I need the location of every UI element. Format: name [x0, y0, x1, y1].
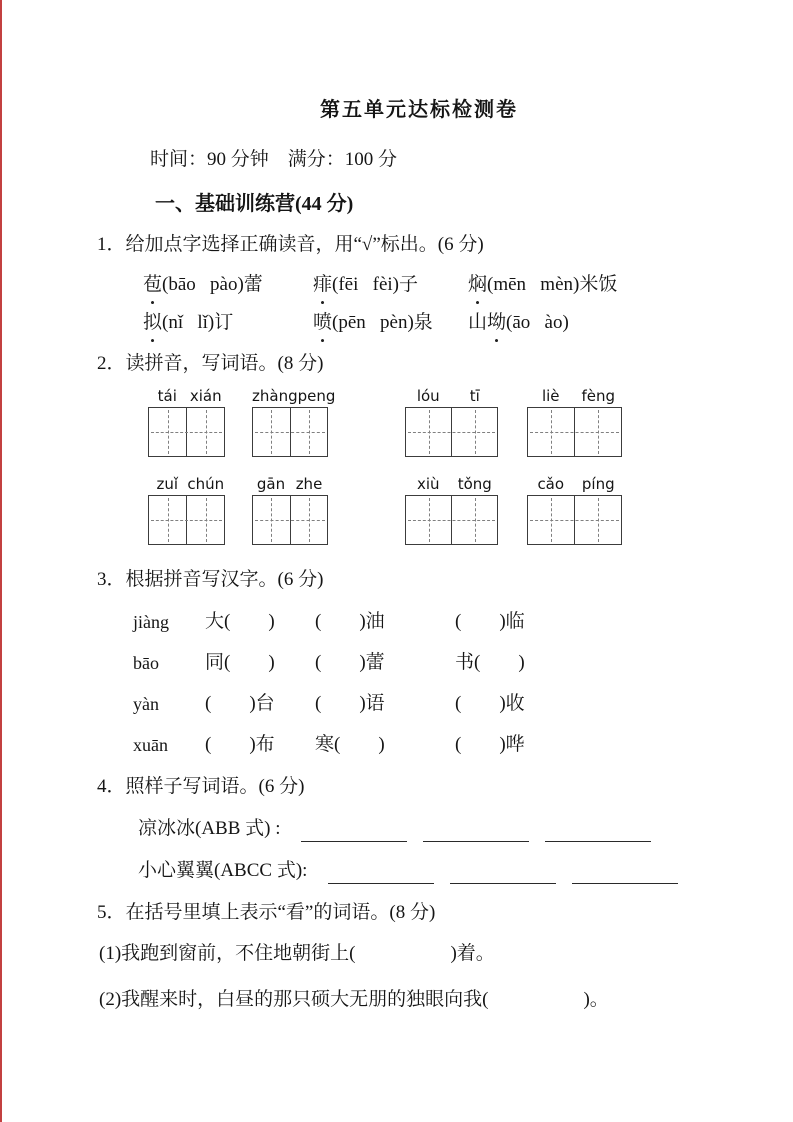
q1-stem: 1．给加点字选择正确读音，用“√”标出。(6 分) [97, 234, 484, 255]
answer-blank[interactable] [423, 821, 529, 842]
q5-item[interactable]: (1)我跑到窗前，不住地朝街上( )着。 [99, 943, 495, 964]
pinyin-label: fèng [581, 387, 616, 405]
writing-grid[interactable] [405, 495, 498, 545]
writing-grid[interactable] [148, 495, 225, 545]
q4-line [138, 858, 793, 884]
writing-cell[interactable] [406, 408, 451, 456]
pinyin-grid-unit [527, 385, 622, 457]
pinyin-label-pair [527, 473, 622, 495]
pinyin-label: lóu [416, 387, 440, 405]
dotted-char: 坳 [487, 312, 507, 333]
writing-cell[interactable] [149, 496, 186, 544]
writing-cell[interactable] [290, 496, 328, 544]
pinyin-label-pair [148, 385, 225, 407]
pinyin-label-pair [148, 473, 225, 495]
pinyin-label: zuǐ [156, 475, 179, 493]
pinyin-label: tái [157, 387, 177, 405]
page-title: 第五单元达标检测卷 [320, 99, 518, 121]
q3-stem: 3．根据拼音写汉字。(6 分) [97, 569, 324, 590]
dotted-char: 痱 [313, 274, 333, 295]
q5-item[interactable]: (2)我醒来时，白昼的那只硕大无朋的独眼向我( )。 [99, 989, 609, 1010]
pinyin-label: gān [256, 475, 286, 493]
pinyin-label: peng [297, 387, 336, 405]
writing-cell[interactable] [253, 408, 290, 456]
pinyin-grid-row [148, 385, 793, 457]
pinyin-label: zhe [295, 475, 323, 493]
writing-grid[interactable] [252, 407, 328, 457]
q3-item[interactable]: ( )布 [205, 734, 275, 755]
q1-row [143, 308, 793, 338]
writing-cell[interactable] [574, 496, 621, 544]
dotted-char: 苞 [143, 274, 163, 295]
pinyin-label-pair [252, 473, 328, 495]
pinyin-grid-unit [252, 385, 336, 457]
answer-blank[interactable] [545, 821, 651, 842]
q3-pinyin: yàn [133, 694, 159, 714]
q3-row [133, 609, 793, 635]
answer-blank[interactable] [572, 863, 678, 884]
answer-blank[interactable] [328, 863, 434, 884]
q1-word[interactable]: 喷(pēn pèn)泉 [313, 308, 468, 338]
pinyin-grid-unit [405, 473, 498, 545]
pinyin-label: liè [541, 387, 560, 405]
q4-label: 小心翼翼(ABCC 式): [138, 860, 313, 881]
pinyin-grid-unit [148, 473, 225, 545]
q3-item[interactable]: ( )收 [455, 693, 525, 714]
writing-cell[interactable] [451, 496, 497, 544]
answer-blank[interactable] [301, 821, 407, 842]
q3-item[interactable]: 书( ) [455, 652, 525, 673]
answer-blank[interactable] [450, 863, 556, 884]
pinyin-label: tī [469, 387, 480, 405]
page-edge-line [0, 0, 2, 1122]
pinyin-label: píng [581, 475, 615, 493]
writing-cell[interactable] [574, 408, 621, 456]
q4-label: 凉冰冰(ABB 式) : [138, 818, 286, 839]
pinyin-grid-unit [527, 473, 622, 545]
pinyin-label: tǒng [457, 475, 492, 493]
writing-cell[interactable] [186, 408, 224, 456]
q1-row [143, 270, 793, 300]
dotted-char: 焖 [468, 274, 488, 295]
q3-pinyin: jiàng [133, 612, 169, 632]
q3-item[interactable]: ( )台 [205, 693, 275, 714]
q4-line [138, 816, 793, 842]
q3-row [133, 732, 793, 758]
q3-row [133, 691, 793, 717]
q4-stem: 4．照样子写词语。(6 分) [97, 776, 305, 797]
pinyin-label-pair [405, 473, 498, 495]
pinyin-label: cǎo [537, 475, 565, 493]
pinyin-label: xián [189, 387, 222, 405]
writing-cell[interactable] [406, 496, 451, 544]
dotted-char: 拟 [143, 312, 163, 333]
writing-cell[interactable] [528, 408, 574, 456]
dotted-char: 喷 [313, 312, 333, 333]
pinyin-grid-unit [405, 385, 498, 457]
writing-grid[interactable] [405, 407, 498, 457]
writing-cell[interactable] [528, 496, 574, 544]
writing-grid[interactable] [148, 407, 225, 457]
q1-word[interactable]: 拟(nǐ lǐ)订 [143, 308, 313, 338]
q3-pinyin: xuān [133, 735, 168, 755]
pinyin-grid-unit [252, 473, 328, 545]
pinyin-grid-unit [148, 385, 225, 457]
q3-item[interactable]: ( )语 [315, 693, 385, 714]
pinyin-label: xiù [416, 475, 440, 493]
pinyin-label-pair [252, 385, 336, 407]
exam-meta: 时间：90 分钟 满分：100 分 [150, 149, 398, 170]
q3-pinyin: bāo [133, 653, 159, 673]
section-heading: 一、基础训练营(44 分) [155, 193, 354, 215]
q1-word[interactable]: 痱(fēi fèi)子 [313, 270, 468, 300]
writing-grid[interactable] [527, 407, 622, 457]
writing-cell[interactable] [253, 496, 290, 544]
q1-word[interactable]: 焖(mēn mèn)米饭 [468, 270, 617, 300]
writing-cell[interactable] [149, 408, 186, 456]
pinyin-label: chún [187, 475, 225, 493]
writing-cell[interactable] [290, 408, 328, 456]
q3-item[interactable]: 大( ) [205, 611, 275, 632]
q3-item[interactable]: 寒( ) [315, 734, 385, 755]
pinyin-label-pair [405, 385, 498, 407]
pinyin-grid-row [148, 473, 793, 545]
q2-block [148, 385, 793, 545]
q3-item[interactable]: ( )油 [315, 611, 385, 632]
q1-word[interactable]: 苞(bāo pào)蕾 [143, 270, 313, 300]
q1-word[interactable]: 山坳(āo ào) [468, 308, 569, 338]
q3-item[interactable]: ( )哗 [455, 734, 525, 755]
q5-stem: 5．在括号里填上表示“看”的词语。(8 分) [97, 902, 436, 923]
q2-stem: 2．读拼音，写词语。(8 分) [97, 353, 324, 374]
writing-cell[interactable] [451, 408, 497, 456]
writing-cell[interactable] [186, 496, 224, 544]
q3-row [133, 650, 793, 676]
q3-item[interactable]: ( )临 [455, 611, 525, 632]
q3-item[interactable]: ( )蕾 [315, 652, 385, 673]
writing-grid[interactable] [527, 495, 622, 545]
q3-item[interactable]: 同( ) [205, 652, 275, 673]
pinyin-label: zhàng [252, 387, 298, 405]
writing-grid[interactable] [252, 495, 328, 545]
pinyin-label-pair [527, 385, 622, 407]
